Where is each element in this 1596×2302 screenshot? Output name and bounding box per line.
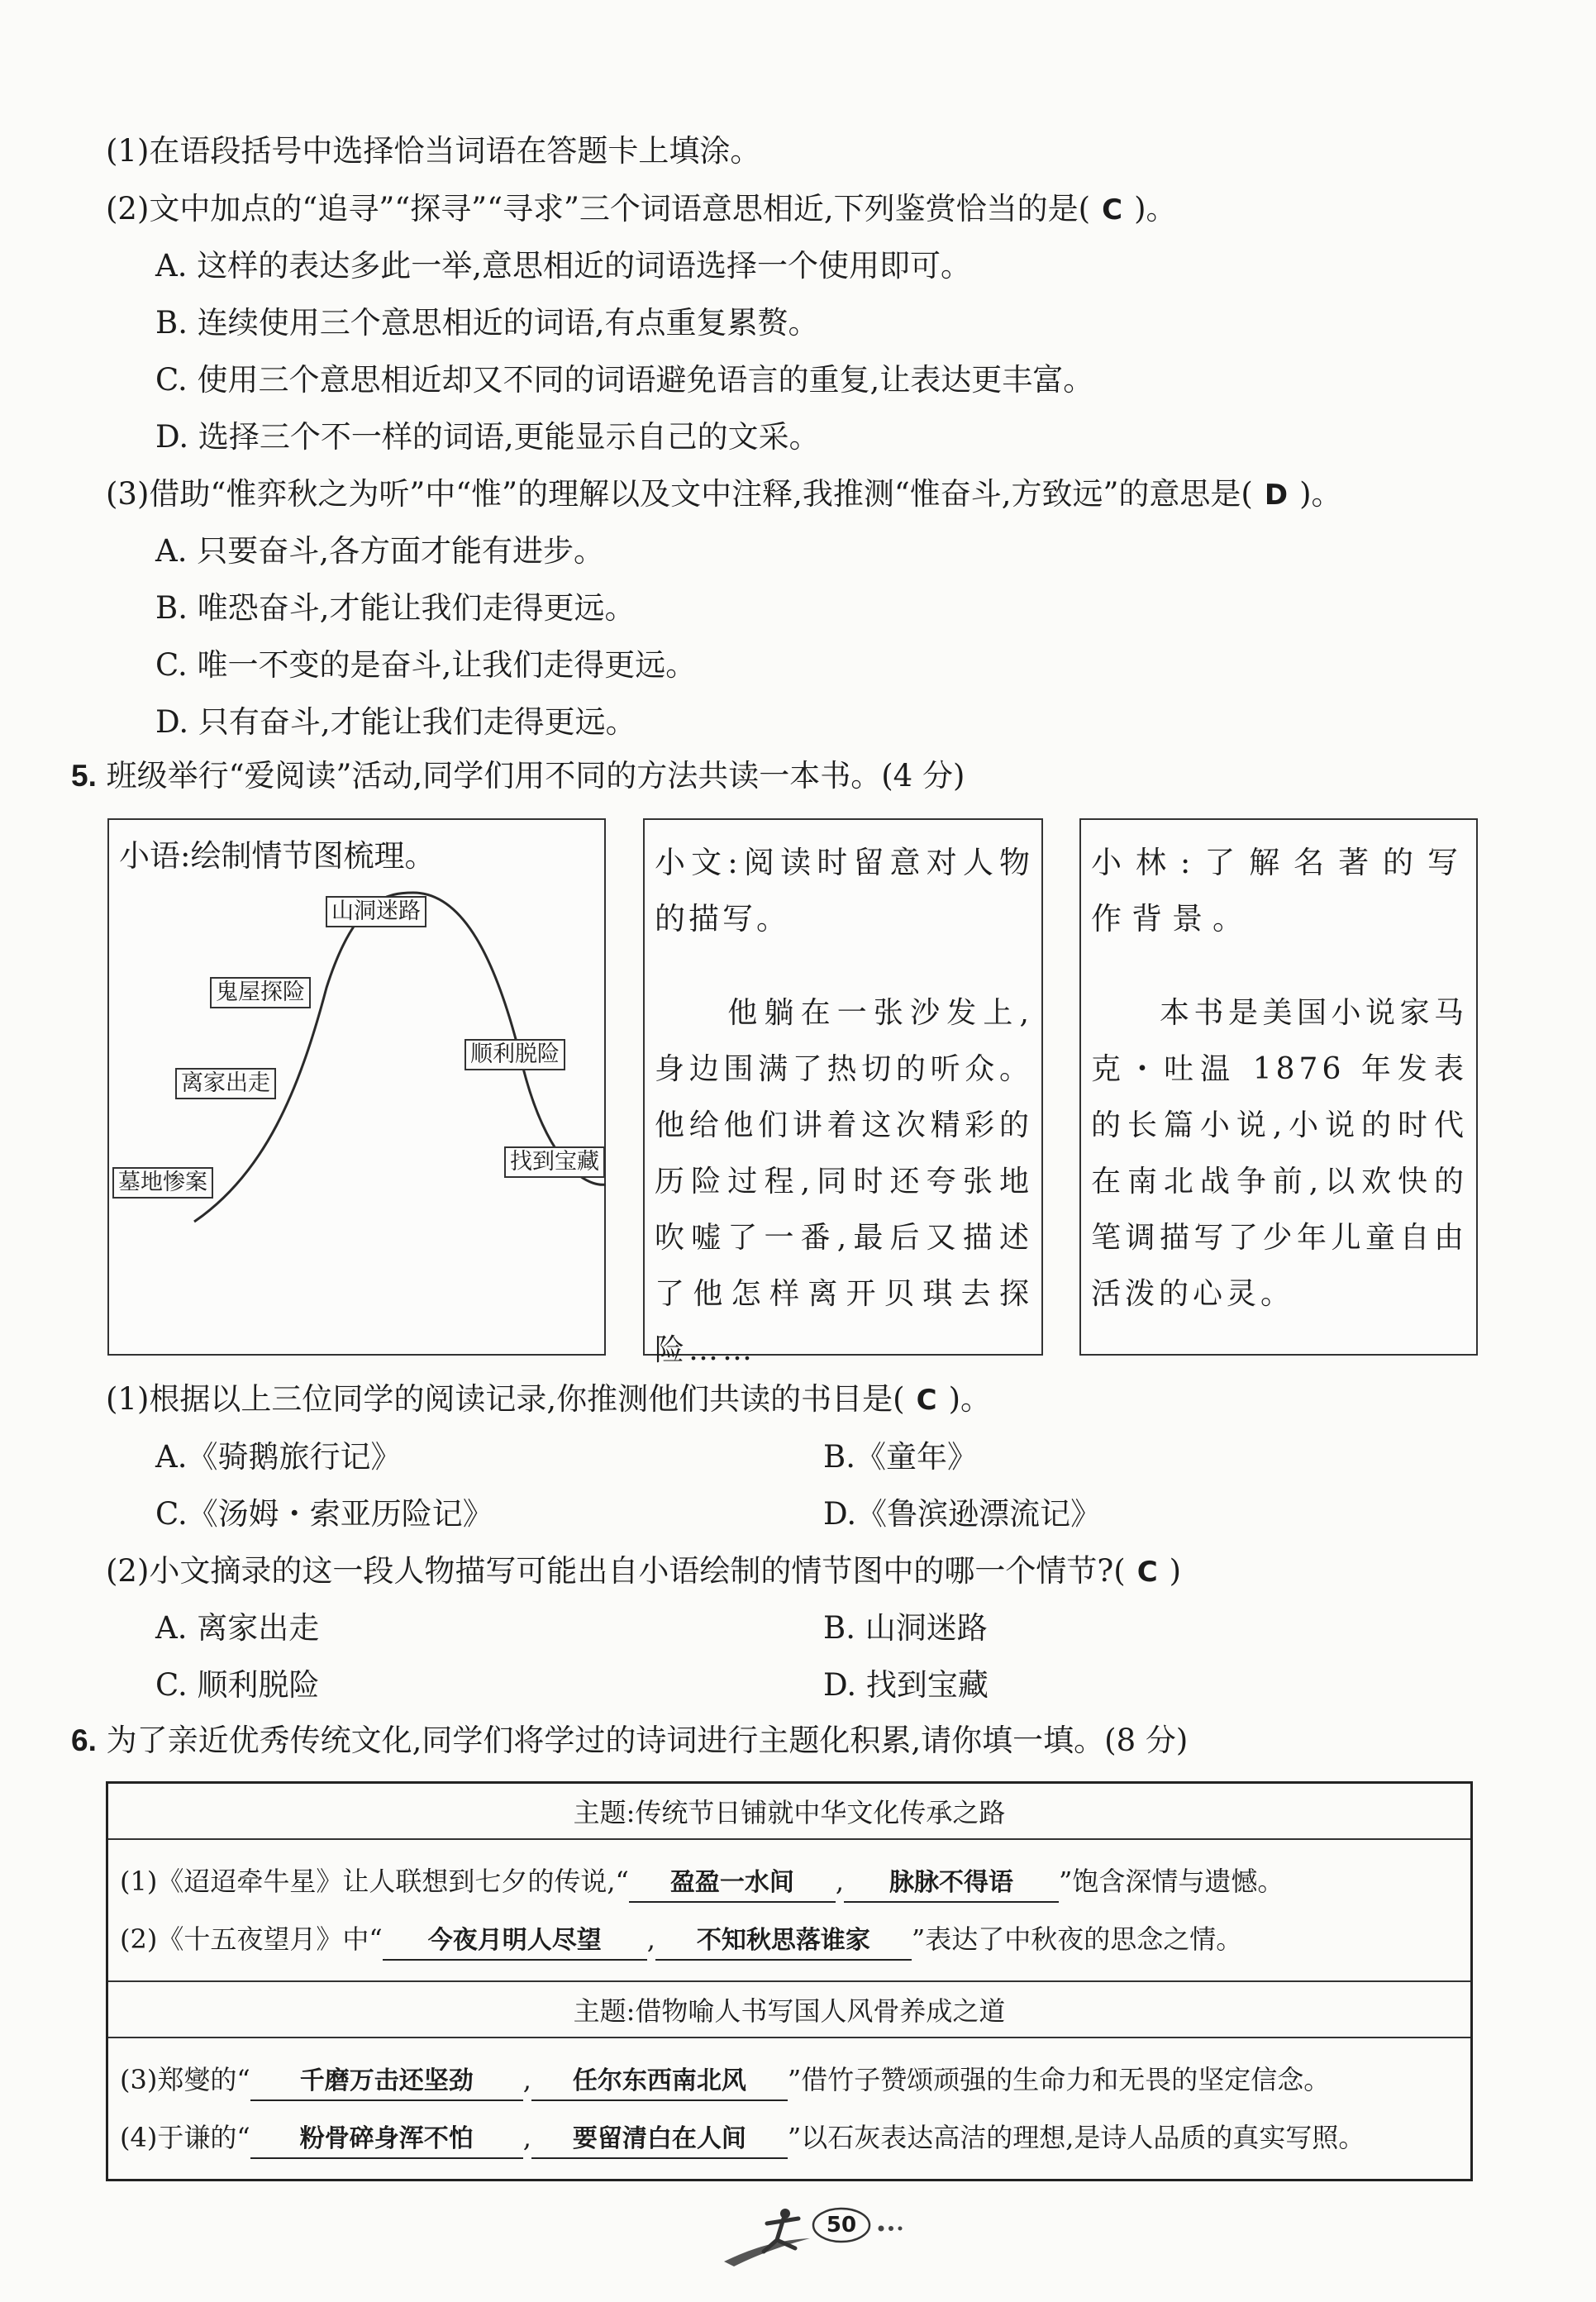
fill-blank: 粉骨碎身浑不怕 [250,2121,523,2159]
poem-item-3: (3)郑燮的“ 千磨万击还坚劲 , 任尔东西南北风 ”借竹子赞颂顽强的生命力和无畏的坚定信念。 [120,2051,1459,2109]
poetry-table [106,1781,1473,2181]
plot-label-escape: 顺利脱险 [465,1039,565,1070]
box2-excerpt: 他躺在一张沙发上,身边围满了热切的听众。他给他们讲着这次精彩的历险过程,同时还夸张地吹嘘了一番,最后又描述了他怎样离开贝琪去探险…… [655,996,1033,1367]
theme1-items [107,1839,1472,1981]
page-footer [719,2190,934,2273]
poem-item-1: (1)《迢迢牵牛星》让人联想到七夕的传说,“ 盈盈一水间 , 脉脉不得语 ”饱含深情与遗憾。 [120,1852,1459,1910]
answer-mark: D [1264,479,1289,512]
fill-blank: 今夜月明人尽望 [383,1923,647,1961]
fill-blank: 千磨万击还坚劲 [250,2063,523,2101]
box3-heading: 小林:了解名著的写作背景。 [1091,845,1468,937]
q5-sub2-stem: (2)小文摘录的这一段人物描写可能出自小语绘制的情节图中的哪一个情节?( C ) [106,1553,1182,1589]
q4-sub3-option-c: C. 唯一不变的是奋斗,让我们走得更远。 [155,647,697,683]
q5-sub2-option-a: A. 离家出走 [155,1610,320,1646]
fill-blank: 不知秋思落谁家 [655,1923,912,1961]
box2-heading: 小文:阅读时留意对人物的描写。 [655,845,1033,937]
theme-festivals: 主题:传统节日铺就中华文化传承之路 [107,1783,1472,1840]
poem-item-4: (4)于谦的“ 粉骨碎身浑不怕 , 要留清白在人间 ”以石灰表达高洁的理想,是诗人品质的真实写照。 [120,2109,1459,2166]
q5-sub2-option-c: C. 顺利脱险 [155,1667,320,1703]
character-description-box [643,818,1043,1367]
answer-mark: C [1136,1556,1158,1589]
q4-sub3-option-b: B. 唯恐奋斗,才能让我们走得更远。 [155,590,636,626]
box1-heading: 小语:绘制情节图梳理。 [119,838,436,874]
plot-label-haunted-house: 鬼屋探险 [210,977,311,1008]
q4-sub2-option-d: D. 选择三个不一样的词语,更能显示自己的文采。 [155,419,820,455]
q5-sub1-option-a: A.《骑鹅旅行记》 [155,1439,402,1475]
fill-blank: 任尔东西南北风 [531,2063,788,2101]
plot-diagram-box [107,818,606,1356]
q4-sub2-option-a: A. 这样的表达多此一举,意思相近的词语选择一个使用即可。 [155,248,972,284]
page-number: 50 [826,2213,857,2238]
q6-stem: 6. 为了亲近优秀传统文化,同学们将学过的诗词进行主题化积累,请你填一填。(8 分) [71,1723,1189,1758]
q5-sub1-stem: (1)根据以上三位同学的阅读记录,你推测他们共读的书目是( C )。 [106,1381,991,1417]
answer-mark: C [916,1384,937,1417]
plot-label-leave-home: 离家出走 [175,1068,276,1099]
q5-sub1-option-c: C.《汤姆・索亚历险记》 [155,1496,493,1532]
poem-item-2: (2)《十五夜望月》中“ 今夜月明人尽望 , 不知秋思落谁家 ”表达了中秋夜的思念之情。 [120,1910,1459,1968]
theme-metaphor: 主题:借物喻人书写国人风骨养成之道 [107,1981,1472,2037]
q4-sub2-option-b: B. 连续使用三个意思相近的词语,有点重复累赘。 [155,305,819,341]
answer-mark: C [1102,193,1123,226]
q5-stem: 5. 班级举行“爱阅读”活动,同学们用不同的方法共读一本书。(4 分) [71,758,965,794]
plot-label-graveyard: 墓地惨案 [112,1167,213,1199]
background-box [1079,818,1478,1356]
q4-sub2-option-c: C. 使用三个意思相近却又不同的词语避免语言的重复,让表达更丰富。 [155,362,1094,398]
q4-sub1: (1)在语段括号中选择恰当词语在答题卡上填涂。 [106,133,761,169]
fill-blank: 脉脉不得语 [844,1865,1059,1903]
theme2-items [107,2037,1472,2180]
q4-sub2-stem: (2)文中加点的“追寻”“探寻”“寻求”三个词语意思相近,下列鉴赏恰当的是( C )。 [106,191,1177,226]
plot-label-cave-lost: 山洞迷路 [326,896,426,927]
q5-sub1-option-d: D.《鲁滨逊漂流记》 [823,1496,1102,1532]
q5-sub1-option-b: B.《童年》 [823,1439,978,1475]
fill-blank: 盈盈一水间 [629,1865,836,1903]
fill-blank: 要留清白在人间 [531,2121,788,2159]
q5-sub2-option-d: D. 找到宝藏 [823,1667,989,1703]
q4-sub3-stem: (3)借助“惟弈秋之为听”中“惟”的理解以及文中注释,我推测“惟奋斗,方致远”的意思是( D )。 [106,476,1342,512]
q5-sub2-option-b: B. 山洞迷路 [823,1610,988,1646]
q4-sub3-option-a: A. 只要奋斗,各方面才能有进步。 [155,533,605,569]
q4-sub3-option-d: D. 只有奋斗,才能让我们走得更远。 [155,704,636,740]
plot-label-treasure: 找到宝藏 [504,1146,605,1178]
box3-text: 本书是美国小说家马克・吐温 1876 年发表的长篇小说,小说的时代在南北战争前,以欢快的笔调描写了少年儿童自由活泼的心灵。 [1091,996,1468,1311]
